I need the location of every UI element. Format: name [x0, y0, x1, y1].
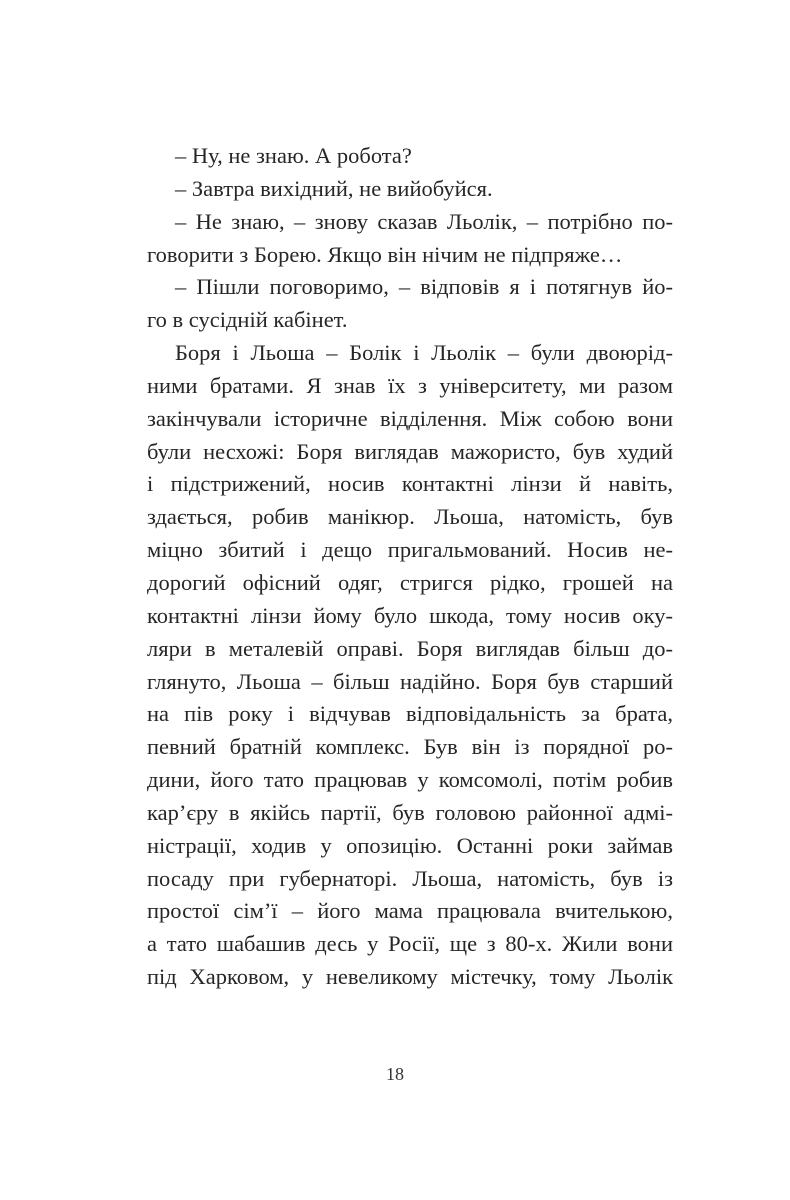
text-line: кар’єру в якійсь партії, був головою районної адмі-: [147, 799, 673, 825]
text-line: закінчували історичне відділення. Між собою вони: [147, 405, 673, 431]
text-line: на пів року і відчував відповідальність за брата,: [147, 701, 673, 727]
text-line: здається, робив манікюр. Льоша, натомість, був: [147, 504, 673, 530]
text-line: простої сім’ї – його мама працювала вчителькою,: [147, 898, 673, 924]
text-line: дорогий офісний одяг, стригся рідко, грошей на: [147, 569, 673, 595]
text-line: ляри в металевій оправі. Боря виглядав більш до-: [147, 635, 673, 661]
text-line: посаду при губернаторі. Льоша, натомість, був із: [147, 865, 673, 891]
text-line: – Не знаю, – знову сказав Льолік, – потрібно по-: [175, 208, 673, 234]
text-line: го в сусідній кабінет.: [147, 307, 348, 333]
text-line: контактні лінзи йому було шкода, тому носив оку-: [147, 602, 673, 628]
text-line: і підстрижений, носив контактні лінзи й навіть,: [147, 471, 673, 497]
text-line: а тато шабашив десь у Росії, ще з 80-х. Жили вони: [147, 931, 673, 957]
text-line: були несхожі: Боря виглядав мажористо, був худий: [147, 438, 673, 464]
text-line: – Завтра вихідний, не вийобуйся.: [175, 175, 493, 201]
text-line: – Ну, не знаю. А робота?: [175, 143, 412, 168]
text-line: говорити з Борею. Якщо він нічим не підпряже…: [147, 241, 623, 267]
text-line: ністрації, ходив у опозицію. Останні роки займав: [147, 832, 673, 858]
page-number: 18: [386, 1064, 404, 1084]
body-text: [147, 140, 673, 994]
text-line: під Харковом, у невеликому містечку, тому Льолік: [147, 964, 673, 990]
text-line: – Пішли поговоримо, – відповів я і потягнув йо-: [175, 274, 673, 300]
text-line: міцно збитий і дещо пригальмований. Носив не-: [147, 537, 673, 563]
text-line: Боря і Льоша – Болік і Льолік – були двоюрід-: [175, 340, 673, 366]
text-line: дини, його тато працював у комсомолі, потім робив: [147, 767, 673, 793]
text-line: глянуто, Льоша – більш надійно. Боря був старший: [147, 668, 673, 694]
text-line: певний братній комплекс. Був він із порядної ро-: [147, 734, 673, 760]
text-line: ними братами. Я знав їх з університету, ми разом: [147, 372, 673, 398]
